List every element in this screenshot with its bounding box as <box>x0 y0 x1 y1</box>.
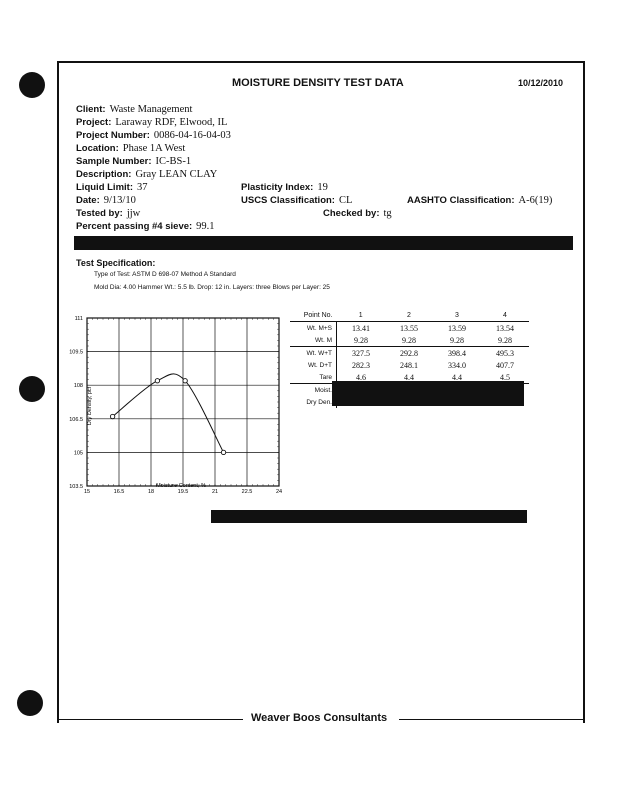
point-header-2: 2 <box>385 309 433 322</box>
plasticity-label: Plasticity Index: <box>241 182 314 193</box>
description-value: Gray LEAN CLAY <box>135 169 218 180</box>
client-label: Client: <box>76 104 106 115</box>
footer-rule-left <box>57 719 243 720</box>
client-value: Waste Management <box>109 104 193 115</box>
x-tick-label: 18 <box>147 489 155 495</box>
row-label: Wt. M <box>290 334 337 347</box>
point-no-header: Point No. <box>290 309 337 322</box>
report-date: 10/12/2010 <box>518 78 564 88</box>
point-header-4: 4 <box>481 309 529 322</box>
y-tick-label: 108 <box>73 383 83 390</box>
table-row <box>290 322 529 335</box>
redaction-bar-top <box>74 236 573 250</box>
spec-line-1: Type of Test: ASTM D 698-07 Method A Standard <box>94 271 236 278</box>
punch-hole-bottom <box>17 690 43 716</box>
chart-ticks <box>69 316 282 495</box>
project-number-row <box>76 128 231 142</box>
tested-label: Tested by: <box>76 208 123 219</box>
y-tick-label: 106.5 <box>69 416 83 423</box>
x-tick-label: 24 <box>275 489 283 495</box>
checked-label: Checked by: <box>323 208 380 219</box>
aashto-label: AASHTO Classification: <box>407 195 515 206</box>
plasticity-value: 19 <box>317 182 328 193</box>
y-tick-label: 103.5 <box>69 484 83 490</box>
table-header-row <box>290 309 529 322</box>
uscs-label: USCS Classification: <box>241 195 335 206</box>
table-cell: 248.1 <box>400 360 418 370</box>
table-cell: 9.28 <box>433 334 481 347</box>
redaction-table <box>332 381 524 406</box>
table-cell: 13.54 <box>496 323 514 333</box>
table-cell: 4.4 <box>385 371 433 384</box>
chart-grid <box>87 318 279 486</box>
sample-number-value: IC-BS-1 <box>155 156 192 167</box>
tested-row <box>76 206 140 220</box>
row-label: Wt. D+T <box>290 359 337 371</box>
company-name: Weaver Boos Consultants <box>251 712 388 724</box>
compaction-curve <box>113 374 224 453</box>
description-row <box>76 167 217 181</box>
row-label: Wt. M+S <box>290 322 337 335</box>
table-row <box>290 334 529 347</box>
point-header-3: 3 <box>433 309 481 322</box>
row-label: Tare <box>290 371 337 384</box>
table-cell: 13.59 <box>448 323 466 333</box>
row-label: Dry Den. <box>290 396 337 408</box>
table-row <box>290 359 529 371</box>
table-cell: 13.41 <box>352 323 370 333</box>
checked-row <box>323 206 392 220</box>
table-cell: 9.28 <box>481 334 529 347</box>
liquid-limit-value: 37 <box>137 182 148 193</box>
spec-line-2: Mold Dia: 4.00 Hammer Wt.: 5.5 lb. Drop: 12 in. Layers: three Blows per Layer: 25 <box>94 284 330 291</box>
data-point <box>221 450 225 454</box>
table-cell: 9.28 <box>385 334 433 347</box>
location-row <box>76 141 185 155</box>
project-number-label: Project Number: <box>76 130 150 141</box>
data-point <box>110 414 114 418</box>
table-cell: 292.8 <box>400 348 418 358</box>
punch-hole-top <box>19 72 45 98</box>
footer <box>57 712 585 724</box>
table-cell: 398.4 <box>448 348 466 358</box>
table-cell: 4.4 <box>433 371 481 384</box>
page-title: MOISTURE DENSITY TEST DATA <box>232 77 404 89</box>
x-tick-label: 16.5 <box>113 489 125 495</box>
spec-heading: Test Specification: <box>76 258 156 268</box>
data-point <box>155 379 159 383</box>
liquid-limit-row <box>76 180 148 194</box>
table-cell: 327.5 <box>352 348 370 358</box>
y-tick-label: 105 <box>73 450 83 457</box>
punch-hole-middle <box>19 376 45 402</box>
row-label: Wt. W+T <box>290 347 337 360</box>
uscs-value: CL <box>338 195 353 206</box>
table-cell: 9.28 <box>337 334 386 347</box>
chart-curve <box>113 374 224 453</box>
x-tick-label: 19.5 <box>177 489 189 495</box>
row-label: Moist. <box>290 384 337 397</box>
client-row <box>76 102 192 116</box>
y-axis-label: Dry Density, pcf <box>87 386 93 426</box>
date-label: Date: <box>76 195 100 206</box>
description-label: Description: <box>76 169 132 180</box>
plasticity-row <box>241 180 328 194</box>
y-tick-label: 109.5 <box>69 349 83 356</box>
table-row <box>290 347 529 360</box>
aashto-row <box>407 193 552 207</box>
sample-number-label: Sample Number: <box>76 156 152 167</box>
liquid-limit-label: Liquid Limit: <box>76 182 133 193</box>
footer-rule-right <box>399 719 585 720</box>
table-cell: 4.6 <box>337 371 386 384</box>
table-cell: 13.55 <box>400 323 418 333</box>
table-cell: 4.5 <box>481 371 529 384</box>
redaction-bar-bottom <box>211 510 527 523</box>
project-label: Project: <box>76 117 112 128</box>
data-point <box>183 379 187 383</box>
chart-points <box>110 379 225 455</box>
date-value: 9/13/10 <box>103 195 136 206</box>
location-value: Phase 1A West <box>122 143 186 154</box>
table-cell: 495.3 <box>496 348 514 358</box>
location-label: Location: <box>76 143 119 154</box>
uscs-row <box>241 193 352 207</box>
x-tick-label: 22.5 <box>241 489 253 495</box>
y-tick-label: 111 <box>74 316 83 322</box>
aashto-value: A-6(19) <box>518 195 553 206</box>
table-cell: 407.7 <box>496 360 514 370</box>
passing-row <box>76 219 215 233</box>
x-tick-label: 15 <box>83 489 91 495</box>
x-tick-label: 21 <box>211 489 219 495</box>
checked-value: tg <box>383 208 392 219</box>
project-number-value: 0086-04-16-04-03 <box>153 130 231 141</box>
passing-value: 99.1 <box>196 221 215 232</box>
point-header-1: 1 <box>337 309 386 322</box>
x-axis-label: Moisture Content, % <box>156 483 206 489</box>
tested-value: jjw <box>126 208 141 219</box>
passing-label: Percent passing #4 sieve: <box>76 221 193 232</box>
table-cell: 334.0 <box>448 360 466 370</box>
moisture-density-chart <box>55 310 287 500</box>
table-cell: 282.3 <box>352 360 370 370</box>
project-value: Laraway RDF, Elwood, IL <box>115 117 228 128</box>
